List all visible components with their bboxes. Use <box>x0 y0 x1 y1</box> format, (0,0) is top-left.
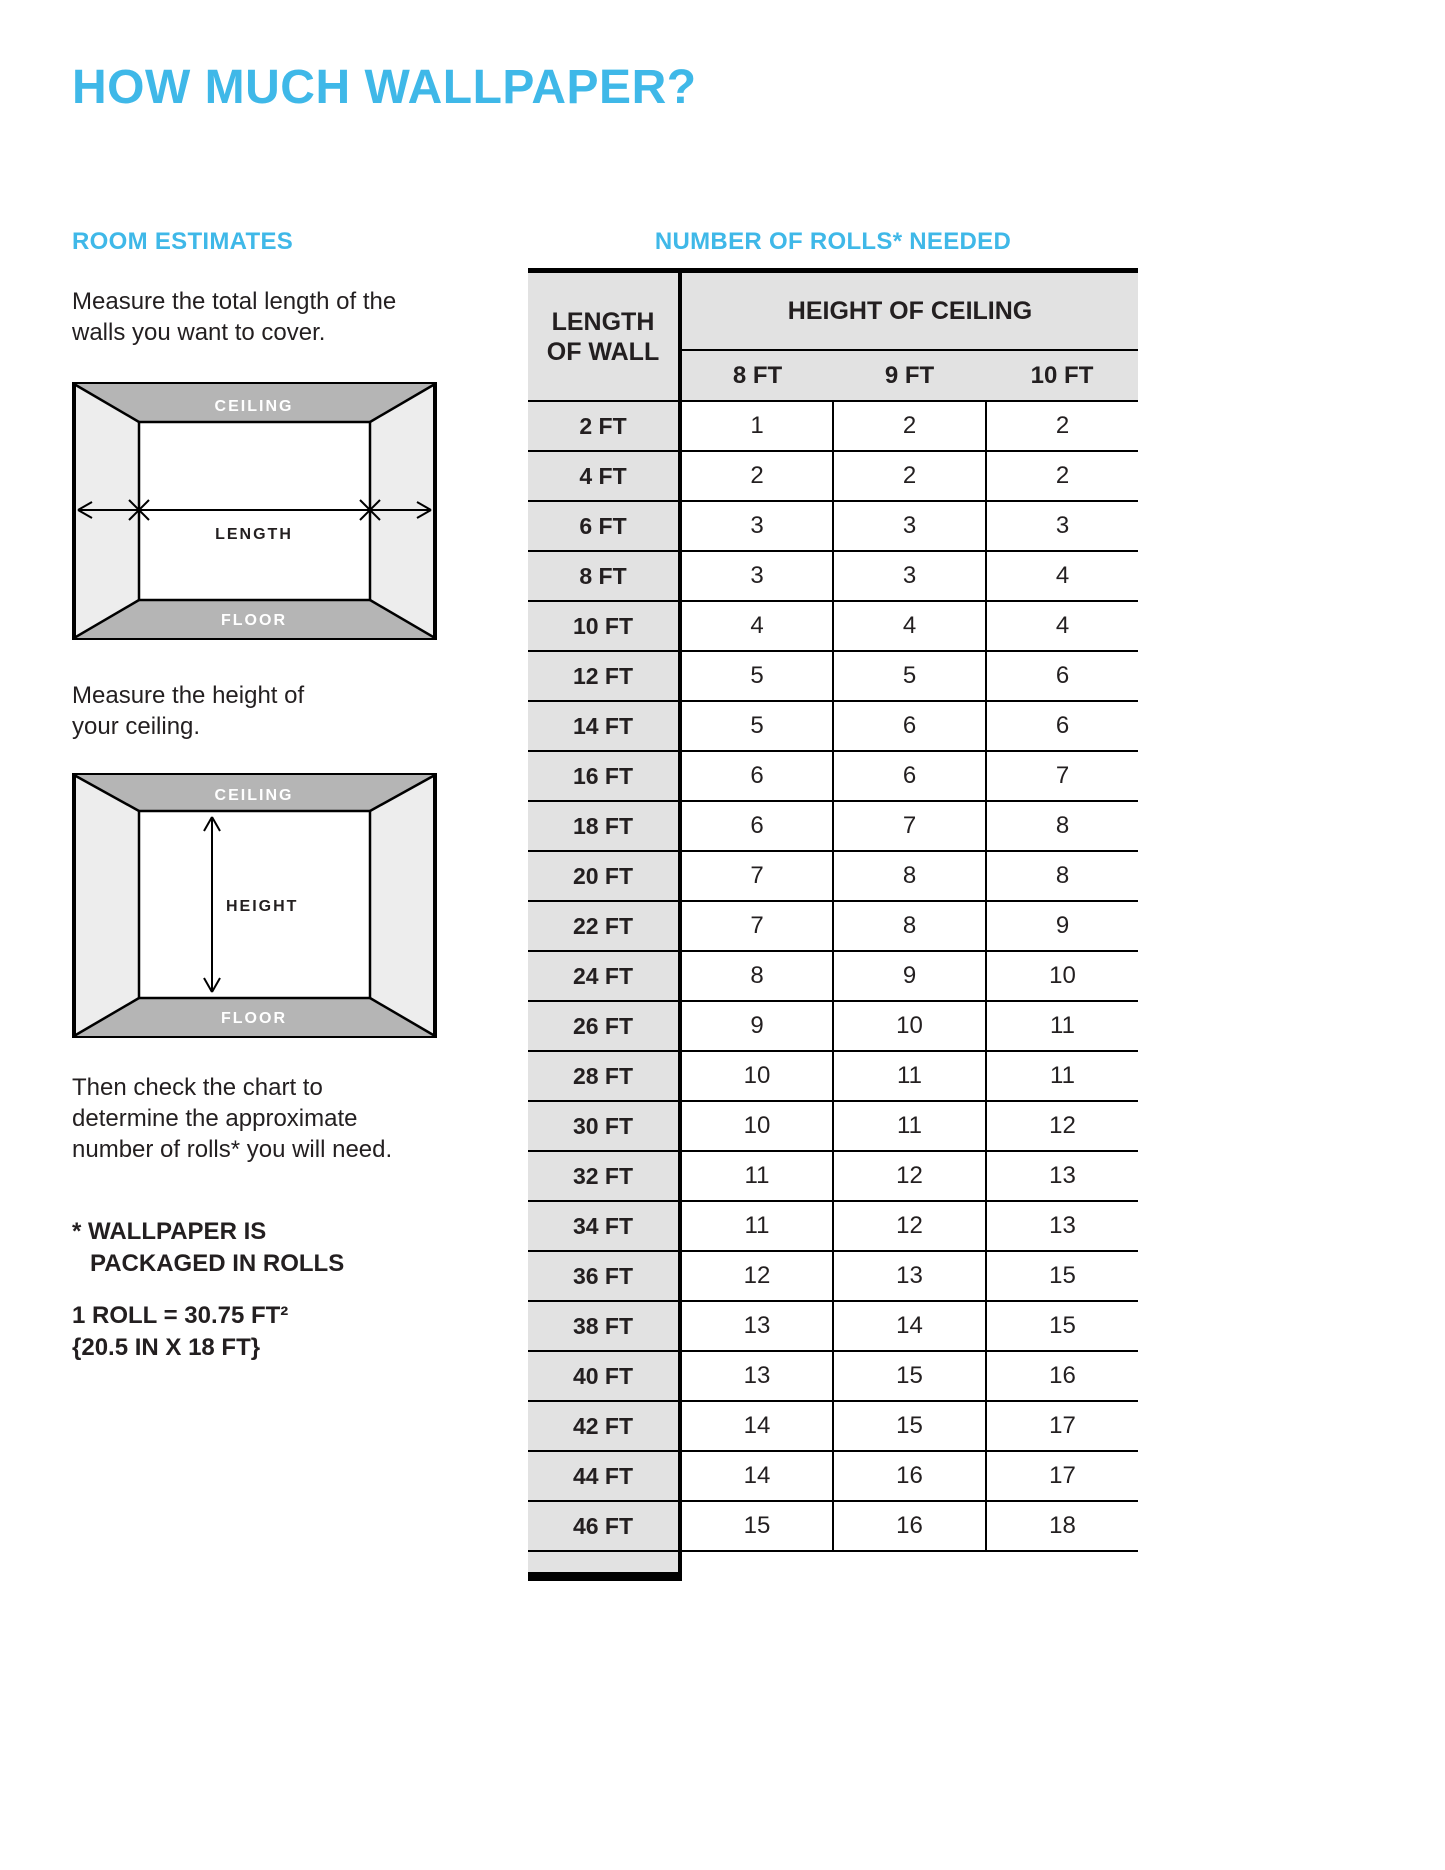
rolls-count-cell: 13 <box>986 1201 1138 1251</box>
rolls-count-cell: 6 <box>833 701 986 751</box>
wall-length-cell: 32 FT <box>528 1151 680 1201</box>
rolls-table-wrapper <box>528 268 1138 1581</box>
rolls-count-cell: 13 <box>680 1351 833 1401</box>
rolls-count-cell: 9 <box>986 901 1138 951</box>
wall-length-cell: 8 FT <box>528 551 680 601</box>
table-row <box>528 1501 1138 1551</box>
table-row <box>528 801 1138 851</box>
rolls-count-cell: 5 <box>680 701 833 751</box>
rolls-count-cell: 12 <box>680 1251 833 1301</box>
rolls-count-cell: 15 <box>833 1401 986 1451</box>
table-row <box>528 1101 1138 1151</box>
ceiling-height-col-9ft: 9 FT <box>833 350 986 401</box>
rolls-count-cell: 3 <box>833 551 986 601</box>
roll-spec-line-2: {20.5 IN X 18 FT} <box>72 1334 261 1361</box>
roll-spec <box>72 1300 288 1364</box>
table-footer-row <box>528 1551 1138 1577</box>
footnote-line-1: * WALLPAPER IS <box>72 1218 267 1245</box>
table-row <box>528 1001 1138 1051</box>
wall-length-cell: 40 FT <box>528 1351 680 1401</box>
footnote-line-2: PACKAGED IN ROLLS <box>90 1250 345 1277</box>
rolls-count-cell: 14 <box>680 1401 833 1451</box>
rolls-count-cell: 7 <box>680 851 833 901</box>
rolls-count-cell: 11 <box>680 1151 833 1201</box>
wall-length-cell: 46 FT <box>528 1501 680 1551</box>
table-row <box>528 1151 1138 1201</box>
length-measure-label: LENGTH <box>215 526 293 543</box>
rolls-count-cell: 13 <box>833 1251 986 1301</box>
rolls-count-cell: 8 <box>986 801 1138 851</box>
rolls-count-cell: 11 <box>986 1001 1138 1051</box>
step2-instruction: Measure the height of your ceiling. <box>72 682 305 740</box>
rolls-count-cell: 11 <box>680 1201 833 1251</box>
table-row <box>528 901 1138 951</box>
floor-label: FLOOR <box>221 612 287 629</box>
table-row <box>528 1051 1138 1101</box>
rolls-count-cell: 2 <box>833 451 986 501</box>
wall-length-cell: 38 FT <box>528 1301 680 1351</box>
rolls-count-cell: 12 <box>833 1151 986 1201</box>
table-row <box>528 1301 1138 1351</box>
wall-length-cell: 22 FT <box>528 901 680 951</box>
rolls-count-cell: 10 <box>680 1101 833 1151</box>
rolls-count-cell: 3 <box>680 551 833 601</box>
rolls-count-cell: 11 <box>986 1051 1138 1101</box>
wall-length-cell: 20 FT <box>528 851 680 901</box>
height-measure-label: HEIGHT <box>226 898 299 915</box>
rolls-count-cell: 11 <box>833 1101 986 1151</box>
rolls-count-cell: 18 <box>986 1501 1138 1551</box>
floor-label: FLOOR <box>221 1010 287 1027</box>
rolls-count-cell: 14 <box>833 1301 986 1351</box>
table-row <box>528 851 1138 901</box>
wall-length-cell: 30 FT <box>528 1101 680 1151</box>
rolls-count-cell: 4 <box>680 601 833 651</box>
rolls-needed-heading: NUMBER OF ROLLS* NEEDED <box>654 228 1012 255</box>
page-title: HOW MUCH WALLPAPER? <box>72 61 697 114</box>
rolls-count-cell: 17 <box>986 1451 1138 1501</box>
rolls-count-cell: 2 <box>833 401 986 451</box>
length-of-wall-header-text: LENGTH OF WALL <box>546 307 660 366</box>
wall-length-cell: 4 FT <box>528 451 680 501</box>
ceiling-label: CEILING <box>214 398 294 415</box>
roll-spec-line-1: 1 ROLL = 30.75 FT² <box>72 1302 289 1329</box>
ceiling-height-col-10ft: 10 FT <box>986 350 1138 401</box>
length-of-wall-header <box>528 271 680 402</box>
height-diagram <box>72 773 437 1038</box>
table-row <box>528 401 1138 451</box>
wall-length-cell: 14 FT <box>528 701 680 751</box>
rolls-count-cell: 5 <box>680 651 833 701</box>
table-row <box>528 651 1138 701</box>
rolls-count-cell: 2 <box>986 401 1138 451</box>
table-row <box>528 1251 1138 1301</box>
rolls-count-cell: 10 <box>986 951 1138 1001</box>
wall-length-cell: 36 FT <box>528 1251 680 1301</box>
rolls-count-cell: 9 <box>833 951 986 1001</box>
rolls-count-cell: 15 <box>986 1301 1138 1351</box>
table-row <box>528 601 1138 651</box>
rolls-count-cell: 14 <box>680 1451 833 1501</box>
step1-instruction: Measure the total length of the walls you want to cover. <box>72 288 397 346</box>
rolls-count-cell: 15 <box>986 1251 1138 1301</box>
rolls-count-cell: 2 <box>986 451 1138 501</box>
rolls-count-cell: 16 <box>833 1501 986 1551</box>
rolls-count-cell: 13 <box>986 1151 1138 1201</box>
ceiling-height-col-8ft: 8 FT <box>680 350 833 401</box>
rolls-count-cell: 6 <box>986 651 1138 701</box>
rolls-count-cell: 3 <box>833 501 986 551</box>
wall-length-cell: 28 FT <box>528 1051 680 1101</box>
rolls-count-cell: 6 <box>986 701 1138 751</box>
table-row <box>528 1401 1138 1451</box>
wall-length-cell: 16 FT <box>528 751 680 801</box>
rolls-count-cell: 5 <box>833 651 986 701</box>
wall-length-cell: 18 FT <box>528 801 680 851</box>
table-row <box>528 501 1138 551</box>
rolls-count-cell: 7 <box>680 901 833 951</box>
rolls-count-cell: 2 <box>680 451 833 501</box>
wall-length-cell: 10 FT <box>528 601 680 651</box>
wall-length-cell: 6 FT <box>528 501 680 551</box>
rolls-count-cell: 3 <box>680 501 833 551</box>
height-of-ceiling-header: HEIGHT OF CEILING <box>680 271 1138 351</box>
rolls-count-cell: 8 <box>986 851 1138 901</box>
rolls-table <box>528 268 1138 1581</box>
rolls-count-cell: 4 <box>986 601 1138 651</box>
rolls-count-cell: 10 <box>833 1001 986 1051</box>
rolls-count-cell: 4 <box>833 601 986 651</box>
length-diagram <box>72 382 437 640</box>
ceiling-label: CEILING <box>214 787 294 804</box>
rolls-count-cell: 4 <box>986 551 1138 601</box>
table-row <box>528 1201 1138 1251</box>
rolls-count-cell: 9 <box>680 1001 833 1051</box>
rolls-count-cell: 6 <box>833 751 986 801</box>
rolls-count-cell: 10 <box>680 1051 833 1101</box>
rolls-count-cell: 6 <box>680 801 833 851</box>
rolls-count-cell: 8 <box>680 951 833 1001</box>
rolls-count-cell: 8 <box>833 851 986 901</box>
packaging-footnote <box>72 1216 344 1280</box>
wall-length-cell: 2 FT <box>528 401 680 451</box>
rolls-count-cell: 13 <box>680 1301 833 1351</box>
wall-length-cell: 24 FT <box>528 951 680 1001</box>
table-row <box>528 451 1138 501</box>
rolls-count-cell: 15 <box>680 1501 833 1551</box>
wall-length-cell: 26 FT <box>528 1001 680 1051</box>
rolls-count-cell: 3 <box>986 501 1138 551</box>
footer-label-cell <box>528 1551 680 1577</box>
rolls-count-cell: 7 <box>833 801 986 851</box>
rolls-table-body <box>528 401 1138 1551</box>
rolls-count-cell: 7 <box>986 751 1138 801</box>
rolls-count-cell: 12 <box>986 1101 1138 1151</box>
wall-length-cell: 44 FT <box>528 1451 680 1501</box>
rolls-count-cell: 11 <box>833 1051 986 1101</box>
wall-length-cell: 34 FT <box>528 1201 680 1251</box>
rolls-count-cell: 16 <box>986 1351 1138 1401</box>
table-row <box>528 951 1138 1001</box>
rolls-count-cell: 17 <box>986 1401 1138 1451</box>
wall-length-cell: 12 FT <box>528 651 680 701</box>
table-row <box>528 1351 1138 1401</box>
rolls-count-cell: 12 <box>833 1201 986 1251</box>
rolls-count-cell: 15 <box>833 1351 986 1401</box>
rolls-count-cell: 8 <box>833 901 986 951</box>
rolls-count-cell: 1 <box>680 401 833 451</box>
step3-instruction: Then check the chart to determine the approximate number of rolls* you will need. <box>72 1074 393 1163</box>
table-row <box>528 551 1138 601</box>
table-row <box>528 701 1138 751</box>
table-row <box>528 751 1138 801</box>
table-row <box>528 1451 1138 1501</box>
wall-length-cell: 42 FT <box>528 1401 680 1451</box>
room-estimates-heading: ROOM ESTIMATES <box>72 228 294 255</box>
rolls-count-cell: 6 <box>680 751 833 801</box>
rolls-count-cell: 16 <box>833 1451 986 1501</box>
